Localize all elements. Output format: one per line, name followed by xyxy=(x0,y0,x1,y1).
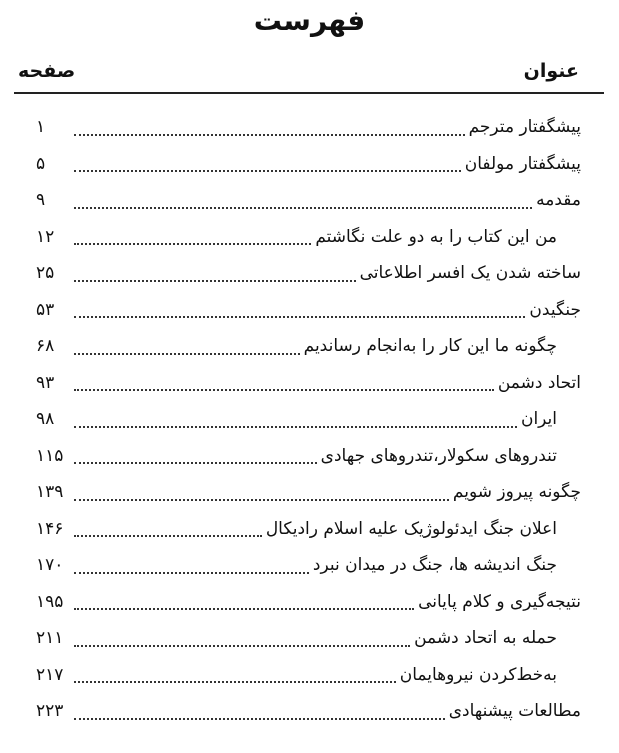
leader-dots xyxy=(74,352,300,355)
toc-entry-page: ۹۳ xyxy=(36,372,55,393)
leader-dots xyxy=(74,571,309,574)
toc-entry-page: ۱ xyxy=(36,117,46,138)
toc-entry[interactable] xyxy=(0,474,619,511)
toc-entry-label: من این کتاب را به دو علت نگاشتم xyxy=(315,226,557,247)
leader-dots xyxy=(74,206,532,209)
title-column-header: عنوان xyxy=(523,60,579,82)
leader-dots xyxy=(74,644,410,647)
toc-entry-page: ۲۵ xyxy=(36,263,55,284)
toc-entry-label: ایران xyxy=(520,409,557,430)
toc-entry-page: ۶۸ xyxy=(36,336,55,357)
toc-entry[interactable] xyxy=(0,219,619,256)
leader-dots xyxy=(74,169,461,172)
toc-entry[interactable] xyxy=(0,365,619,402)
toc-entry-label: ساخته شدن یک افسر اطلاعاتی xyxy=(359,263,581,284)
toc-entry-page: ۱۳۹ xyxy=(36,482,64,503)
toc-entry[interactable] xyxy=(0,146,619,183)
leader-dots xyxy=(74,242,311,245)
toc-entry-page: ۱۱۵ xyxy=(36,445,64,466)
toc-entry-label: پیشگفتار مترجم xyxy=(468,117,581,138)
toc-entry-label: نتیجه‌گیری و کلام پایانی xyxy=(418,591,581,612)
toc-entry-page: ۱۲ xyxy=(36,226,55,247)
toc-entry-label: پیشگفتار مولفان xyxy=(464,153,581,174)
toc-entry-label: اعلان جنگ ایدئولوژیک علیه اسلام رادیکال xyxy=(265,518,557,539)
toc-entry[interactable] xyxy=(0,182,619,219)
toc-list xyxy=(0,109,619,730)
toc-entry[interactable] xyxy=(0,657,619,694)
leader-dots xyxy=(74,461,317,464)
toc-entry-page: ۹ xyxy=(36,190,46,211)
toc-entry[interactable] xyxy=(0,328,619,365)
toc-entry[interactable] xyxy=(0,255,619,292)
leader-dots xyxy=(74,680,396,683)
toc-entry-page: ۲۱۷ xyxy=(36,664,64,685)
toc-entry[interactable] xyxy=(0,693,619,730)
toc-entry-page: ۱۹۵ xyxy=(36,591,64,612)
toc-entry-page: ۹۸ xyxy=(36,409,55,430)
toc-entry-page: ۲۱۱ xyxy=(36,628,64,649)
leader-dots xyxy=(74,717,445,720)
toc-entry[interactable] xyxy=(0,547,619,584)
toc-entry-label: جنگ اندیشه ها، جنگ در میدان نبرد xyxy=(312,555,557,576)
leader-dots xyxy=(74,534,262,537)
toc-entry[interactable] xyxy=(0,511,619,548)
toc-entry-label: چگونه ما این کار را به‌انجام رساندیم xyxy=(303,336,557,357)
toc-entry-page: ۱۴۶ xyxy=(36,518,64,539)
toc-entry-label: مقدمه xyxy=(536,190,581,211)
toc-entry-page: ۵ xyxy=(36,153,46,174)
leader-dots xyxy=(74,279,356,282)
header-divider xyxy=(14,92,604,94)
toc-entry[interactable] xyxy=(0,438,619,475)
toc-entry-label: چگونه پیروز شویم xyxy=(452,482,581,503)
toc-entry-label: حمله به اتحاد دشمن xyxy=(414,628,557,649)
toc-entry-label: مطالعات پیشنهادی xyxy=(448,701,581,722)
leader-dots xyxy=(74,133,465,136)
toc-entry-page: ۲۲۳ xyxy=(36,701,64,722)
toc-entry-label: تندروهای سکولار،تندروهای جهادی xyxy=(320,445,557,466)
leader-dots xyxy=(74,607,414,610)
toc-entry[interactable] xyxy=(0,292,619,329)
toc-entry-label: اتحاد دشمن xyxy=(497,372,581,393)
toc-entry-page: ۱۷۰ xyxy=(36,555,64,576)
toc-entry-label: جنگیدن xyxy=(529,299,581,320)
toc-entry[interactable] xyxy=(0,109,619,146)
leader-dots xyxy=(74,425,517,428)
page-column-header: صفحه xyxy=(18,60,76,82)
toc-entry-label: به‌خط‌کردن نیروهایمان xyxy=(399,664,557,685)
toc-entry-page: ۵۳ xyxy=(36,299,55,320)
leader-dots xyxy=(74,388,494,391)
toc-entry[interactable] xyxy=(0,620,619,657)
page-title: فهرست xyxy=(253,4,366,37)
leader-dots xyxy=(74,315,525,318)
leader-dots xyxy=(74,498,449,501)
toc-entry[interactable] xyxy=(0,584,619,621)
toc-entry[interactable] xyxy=(0,401,619,438)
